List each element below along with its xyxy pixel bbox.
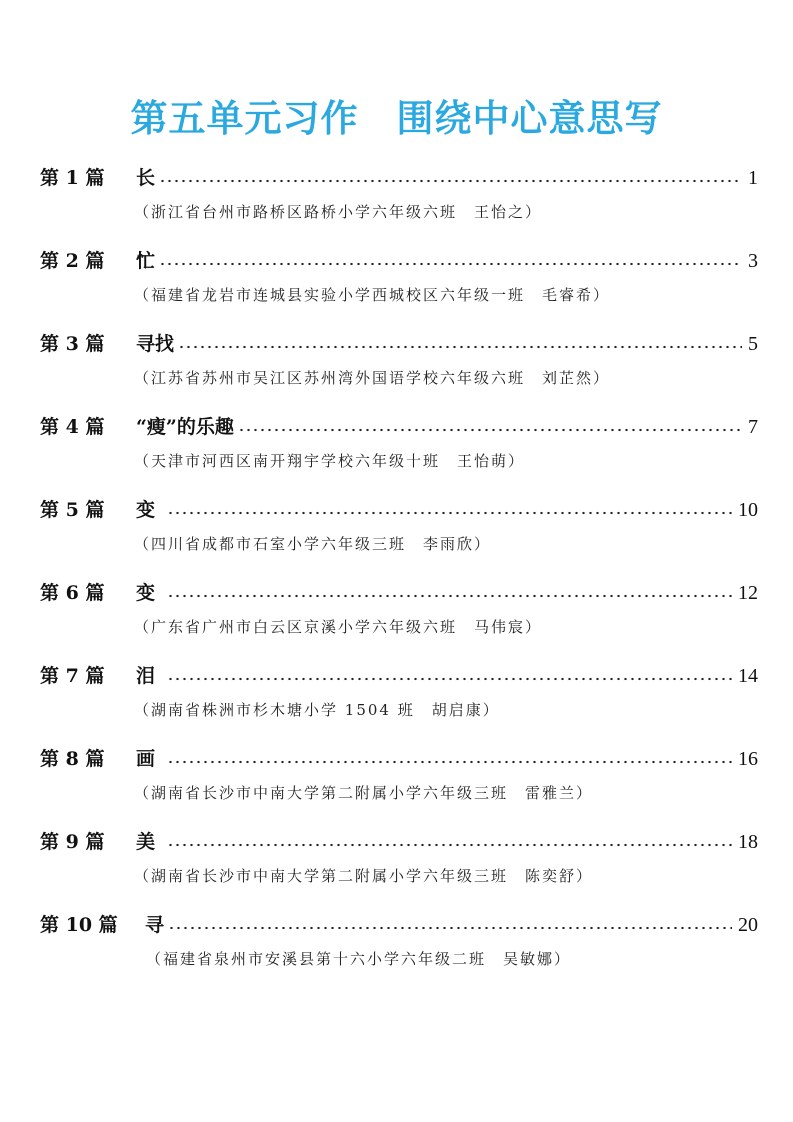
entry-source: （广东省广州市白云区京溪小学六年级六班 马伟宸） [134, 618, 543, 636]
toc-entry-2[interactable] [0, 245, 793, 325]
entry-number: 第 10 篇 [40, 914, 118, 936]
entry-source: （四川省成都市石室小学六年级三班 李雨欣） [134, 535, 492, 553]
toc-entry-1[interactable] [0, 162, 793, 242]
entry-source: （浙江省台州市路桥区路桥小学六年级六班 王怡之） [134, 203, 543, 221]
entry-page-number: 7 [748, 416, 758, 438]
toc-entry-5[interactable] [0, 494, 793, 574]
entry-title: “瘦”的乐趣 [136, 416, 234, 438]
dot-leader [167, 593, 732, 599]
entry-source: （湖南省长沙市中南大学第二附属小学六年级三班 雷雅兰） [134, 784, 594, 802]
entry-number: 第 8 篇 [40, 748, 105, 770]
toc-entry-row[interactable] [40, 577, 758, 605]
entry-number: 第 2 篇 [40, 250, 105, 272]
toc-entry-7[interactable] [0, 660, 793, 740]
entry-number: 第 9 篇 [40, 831, 105, 853]
entry-page-number: 20 [738, 914, 758, 936]
toc-entry-4[interactable] [0, 411, 793, 491]
toc-entry-row[interactable] [40, 328, 758, 356]
entry-page-number: 16 [738, 748, 758, 770]
entry-number: 第 5 篇 [40, 499, 105, 521]
entry-title: 变 [136, 582, 156, 604]
dot-leader [167, 676, 732, 682]
page-title: 第五单元习作 围绕中心意思写 [130, 97, 663, 140]
toc-entry-10[interactable] [0, 909, 793, 989]
entry-page-number: 12 [738, 582, 758, 604]
entry-page-number: 3 [748, 250, 758, 272]
entry-source: （江苏省苏州市吴江区苏州湾外国语学校六年级六班 刘芷然） [134, 369, 611, 387]
toc-entry-row[interactable] [40, 660, 758, 688]
entry-title: 变 [136, 499, 156, 521]
entry-title: 忙 [136, 250, 156, 272]
entry-source: （湖南省株洲市杉木塘小学 1504 班 胡启康） [134, 701, 500, 719]
dot-leader [167, 759, 732, 765]
entry-page-number: 18 [738, 831, 758, 853]
entry-source: （湖南省长沙市中南大学第二附属小学六年级三班 陈奕舒） [134, 867, 594, 885]
toc-entry-6[interactable] [0, 577, 793, 657]
dot-leader [167, 842, 732, 848]
entry-number: 第 7 篇 [40, 665, 105, 687]
entry-title: 寻找 [136, 333, 175, 355]
dot-leader [168, 925, 732, 931]
entry-title: 画 [136, 748, 156, 770]
dot-leader [159, 178, 742, 184]
entry-page-number: 14 [738, 665, 758, 687]
dot-leader [238, 427, 742, 433]
toc-entry-8[interactable] [0, 743, 793, 823]
toc-entry-row[interactable] [40, 743, 758, 771]
toc-entry-row[interactable] [40, 162, 758, 190]
toc-entry-row[interactable] [40, 411, 758, 439]
dot-leader [167, 510, 732, 516]
entry-title: 长 [136, 167, 156, 189]
toc-entry-row[interactable] [40, 909, 758, 937]
dot-leader [159, 261, 742, 267]
entry-title: 泪 [136, 665, 156, 687]
entry-page-number: 1 [748, 167, 758, 189]
entry-number: 第 6 篇 [40, 582, 105, 604]
entry-page-number: 5 [748, 333, 758, 355]
entry-title: 寻 [145, 914, 165, 936]
entry-number: 第 3 篇 [40, 333, 105, 355]
entry-number: 第 1 篇 [40, 167, 105, 189]
toc-entry-row[interactable] [40, 494, 758, 522]
toc-entry-3[interactable] [0, 328, 793, 408]
entry-title: 美 [136, 831, 156, 853]
entry-source: （天津市河西区南开翔宇学校六年级十班 王怡萌） [134, 452, 526, 470]
entry-source: （福建省泉州市安溪县第十六小学六年级二班 吴敏娜） [146, 950, 572, 968]
toc-entry-row[interactable] [40, 826, 758, 854]
dot-leader [178, 344, 742, 350]
toc-entry-9[interactable] [0, 826, 793, 906]
entry-page-number: 10 [738, 499, 758, 521]
toc-entry-row[interactable] [40, 245, 758, 273]
entry-source: （福建省龙岩市连城县实验小学西城校区六年级一班 毛睿希） [134, 286, 611, 304]
entry-number: 第 4 篇 [40, 416, 105, 438]
